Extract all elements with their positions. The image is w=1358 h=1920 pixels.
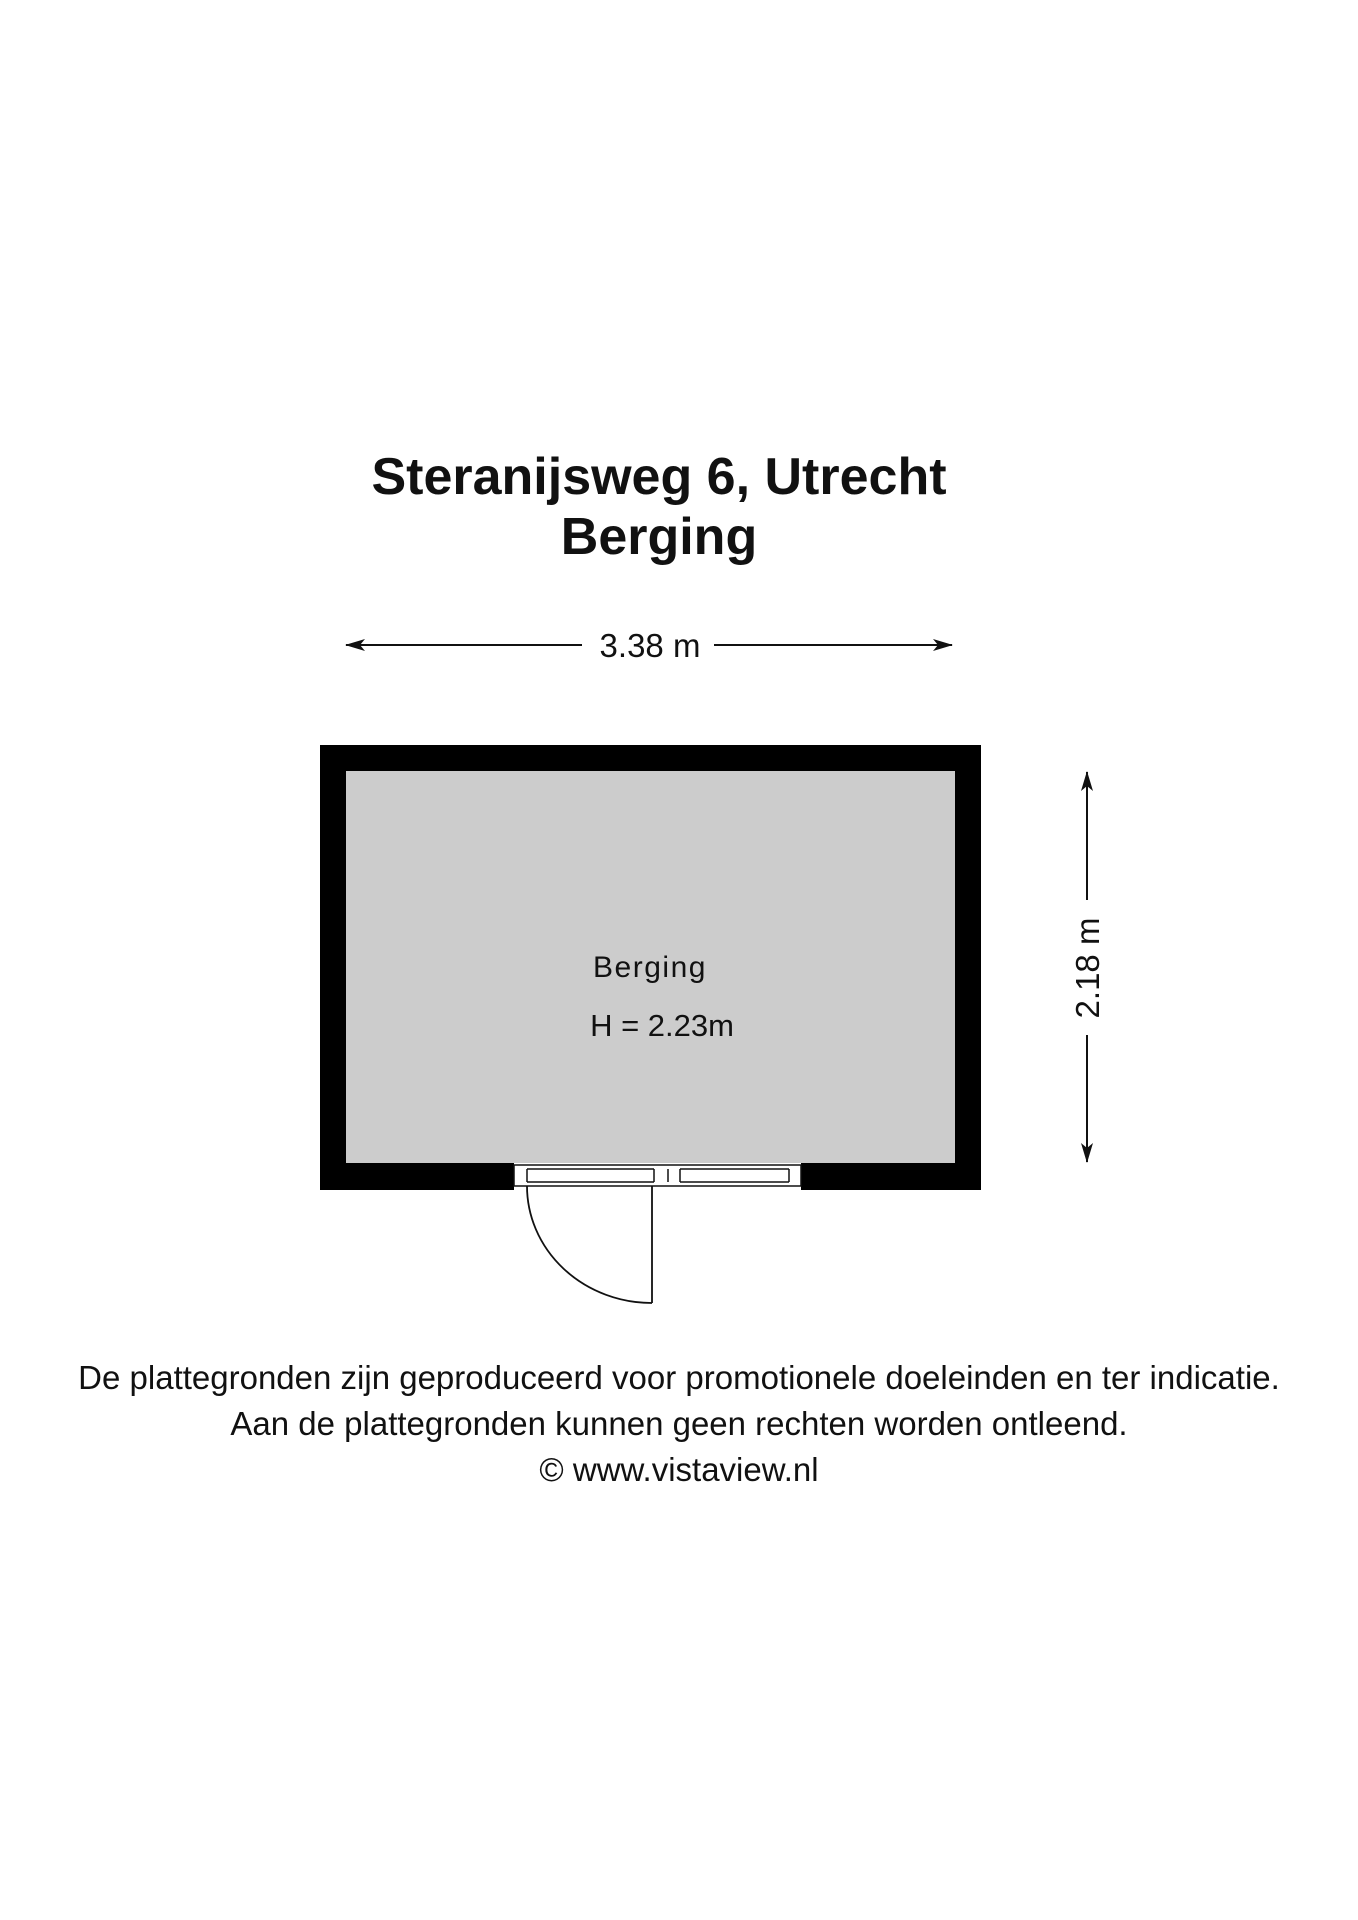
disclaimer-line-1: De plattegronden zijn geproduceerd voor promotionele doeleinden en ter indicatie. — [78, 1359, 1280, 1396]
wall-bottom-left — [320, 1163, 514, 1190]
depth-dimension — [1069, 772, 1106, 1162]
door-swing — [527, 1186, 652, 1303]
room-name-label: Berging — [593, 951, 707, 984]
wall-right — [955, 745, 981, 1190]
floorplan-title-address: Steranijsweg 6, Utrecht — [371, 448, 947, 506]
room-height-label: H = 2.23m — [590, 1008, 734, 1043]
disclaimer-line-2: Aan de plattegronden kunnen geen rechten worden ontleend. — [230, 1405, 1128, 1442]
depth-label: 2.18 m — [1069, 917, 1106, 1019]
wall-left — [320, 745, 346, 1190]
wall-top — [320, 745, 981, 771]
door-frame — [514, 1165, 801, 1186]
width-label: 3.38 m — [599, 627, 701, 664]
width-dimension — [346, 627, 952, 664]
wall-bottom-right — [801, 1163, 981, 1190]
copyright-notice: © www.vistaview.nl — [539, 1451, 819, 1488]
floorplan-title-floor: Berging — [560, 508, 758, 566]
door-arc — [527, 1186, 652, 1303]
